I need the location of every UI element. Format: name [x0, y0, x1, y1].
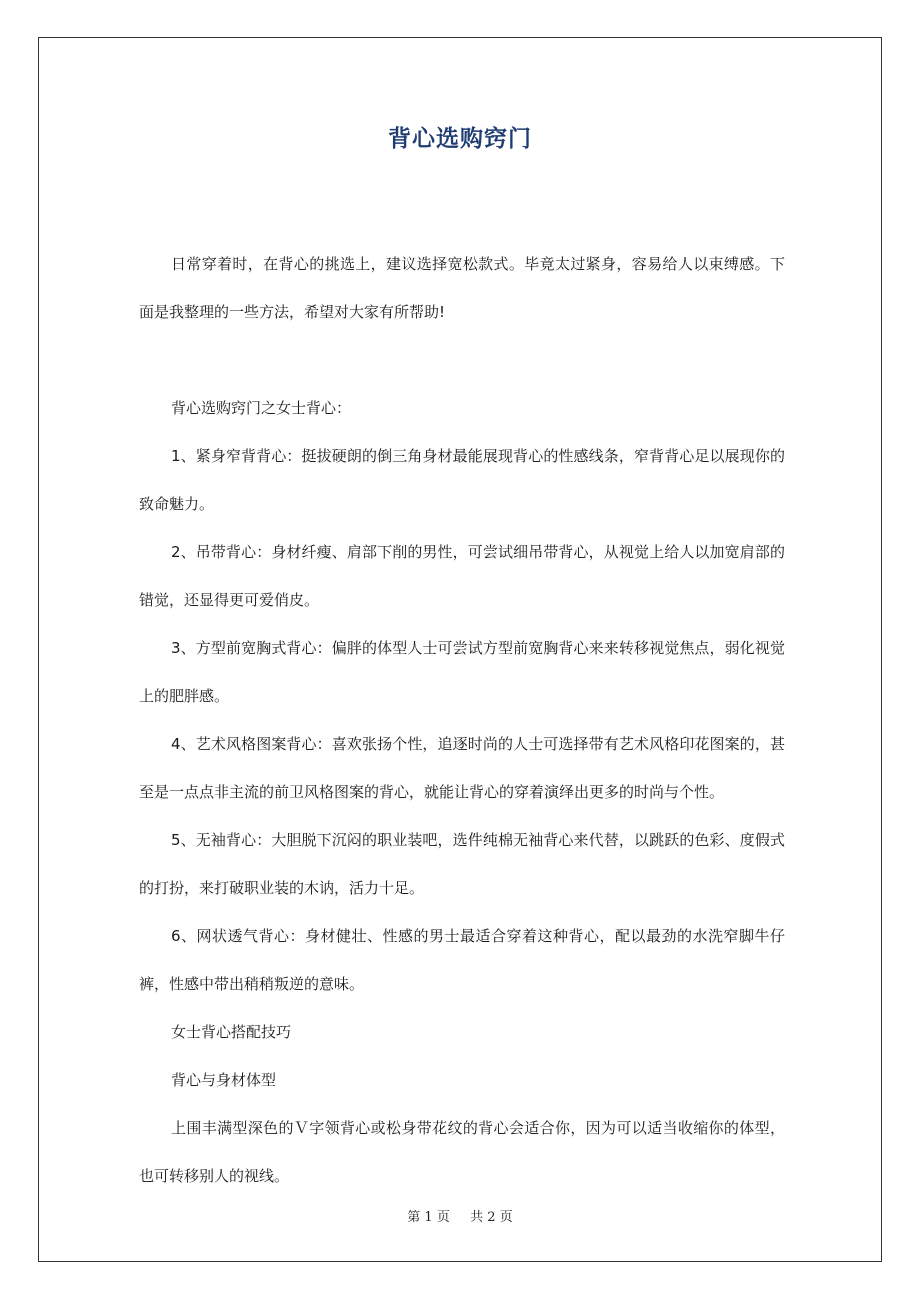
page-current-number: 1: [424, 1210, 433, 1225]
paragraph-item-3: 3、方型前宽胸式背心：偏胖的体型人士可尝试方型前宽胸背心来来转移视觉焦点，弱化视觉上的肥胖感。: [139, 639, 785, 705]
total-suffix: 页: [499, 1210, 513, 1225]
paragraph-intro: 日常穿着时，在背心的挑选上，建议选择宽松款式。毕竟太过紧身，容易给人以束缚感。下面是我整理的一些方法，希望对大家有所帮助!: [139, 255, 785, 321]
paragraph-subheading-body-type: 背心与身材体型: [171, 1071, 277, 1089]
paragraph-item-5: 5、无袖背心：大胆脱下沉闷的职业装吧，选件纯棉无袖背心来代替，以跳跃的色彩、度假式的打扮，来打破职业装的木讷，活力十足。: [139, 831, 785, 897]
paragraph-spacer: [139, 336, 785, 384]
paragraph-item-4: 4、艺术风格图案背心：喜欢张扬个性，追逐时尚的人士可选择带有艺术风格印花图案的，甚至是一点点非主流的前卫风格图案的背心，就能让背心的穿着演绎出更多的时尚与个性。: [139, 735, 785, 801]
paragraph-body-type-advice: 上围丰满型深色的Ｖ字领背心或松身带花纹的背心会适合你，因为可以适当收缩你的体型，也可转移别人的视线。: [139, 1119, 785, 1185]
paragraph-section-heading: 背心选购窍门之女士背心：: [171, 399, 352, 417]
page-label: 第: [407, 1210, 421, 1225]
page-footer: [0, 1206, 920, 1225]
page-total-number: 2: [487, 1210, 496, 1225]
document-body: [139, 240, 785, 1200]
document-title: 背心选购窍门: [388, 126, 532, 152]
paragraph-item-6: 6、网状透气背心：身材健壮、性感的男士最适合穿着这种背心，配以最劲的水洗窄脚牛仔裤，性感中带出稍稍叛逆的意味。: [139, 927, 785, 993]
page-suffix: 页: [436, 1210, 450, 1225]
paragraph-item-1: 1、紧身窄背背心：挺拔硬朗的倒三角身材最能展现背心的性感线条，窄背背心足以展现你的致命魅力。: [139, 447, 785, 513]
paragraph-item-2: 2、吊带背心：身材纤瘦、肩部下削的男性，可尝试细吊带背心，从视觉上给人以加宽肩部的错觉，还显得更可爱俏皮。: [139, 543, 785, 609]
paragraph-subheading-tips: 女士背心搭配技巧: [171, 1023, 292, 1041]
total-label: 共: [470, 1210, 484, 1225]
